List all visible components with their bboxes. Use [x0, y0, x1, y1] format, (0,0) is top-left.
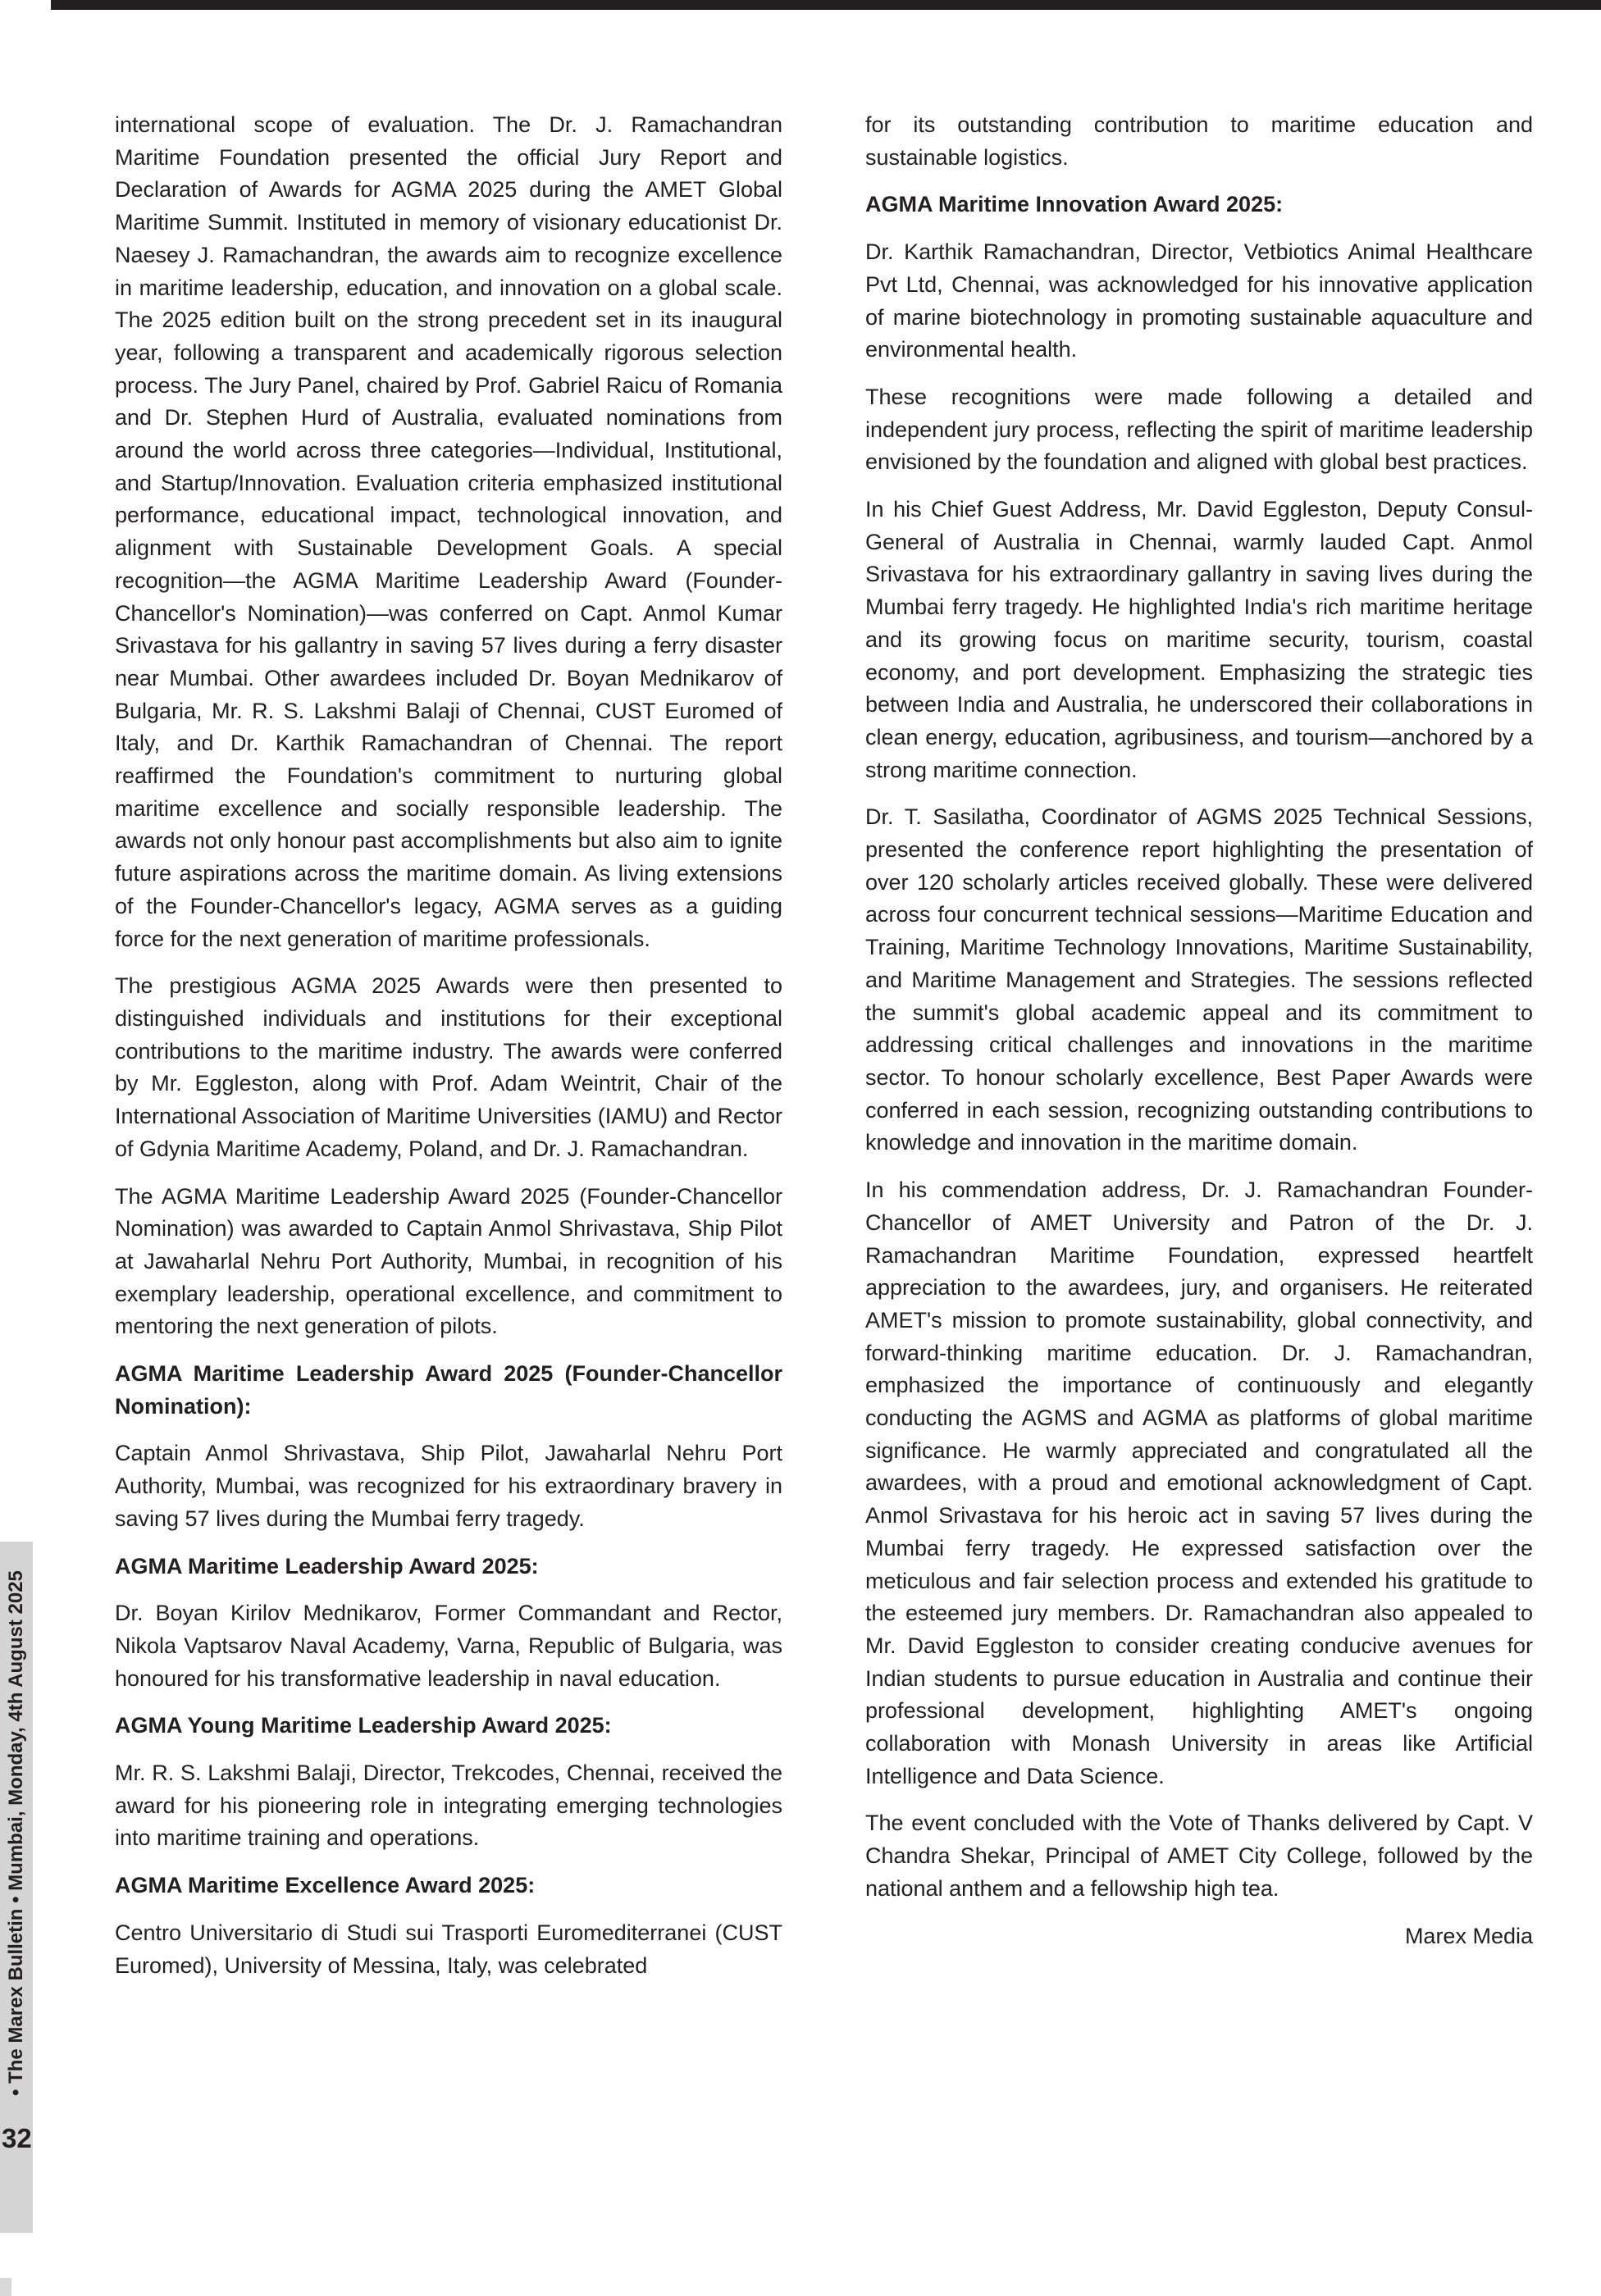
paragraph: international scope of evaluation. The Dr. J. Ramachandran Maritime Foundation presented the official Jury Report and Declaration of Awards for AGMA 2025 during the AMET Global Maritime Summit. Instituted in memory of visionary educationist Dr. Naesey J. Ramachandran, the awards aim to recognize excellence in maritime leadership, education, and innovation on a global scale. The 2025 edition built on the strong precedent set in its inaugural year, following a transparent and academically rigorous selection process. The Jury Panel, chaired by Prof. Gabriel Raicu of Romania and Dr. Stephen Hurd of Australia, evaluated nominations from around the world across three categories—Individual, Institutional, and Startup/Innovation. Evaluation criteria emphasized institutional performance, educational impact, technological innovation, and alignment with Sustainable Development Goals. A special recognition—the AGMA Maritime Leadership Award (Founder-Chancellor's Nomination)—was conferred on Capt. Anmol Kumar Srivastava for his gallantry in saving 57 lives during a ferry disaster near Mumbai. Other awardees included Dr. Boyan Mednikarov of Bulgaria, Mr. R. S. Lakshmi Balaji of Chennai, CUST Euromed of Italy, and Dr. Karthik Ramachandran of Chennai. The report reaffirmed the Foundation's commitment to nurturing global maritime excellence and socially responsible leadership. The awards not only honour past accomplishments but also aim to ignite future aspirations across the maritime domain. As living extensions of the Founder-Chancellor's legacy, AGMA serves as a guiding force for the next generation of maritime professionals. [115, 112, 782, 951]
top-rule [51, 0, 1601, 10]
paragraph: Centro Universitario di Studi sui Trasporti Euromediterranei (CUST Euromed), University of Messina, Italy, was celebrated [115, 1920, 782, 1978]
award-heading: AGMA Maritime Excellence Award 2025: [115, 1873, 536, 1898]
paragraph: The event concluded with the Vote of Thanks delivered by Capt. V Chandra Shekar, Principal of AMET City College, followed by the national anthem and a fellowship high tea. [865, 1811, 1533, 1901]
paragraph: In his commendation address, Dr. J. Ramachandran Founder-Chancellor of AMET University and Patron of the Dr. J. Ramachandran Maritime Foundation, expressed heartfelt appreciation to the awardees, jury, and organisers. He reiterated AMET's mission to promote sustainability, global connectivity, and forward-thinking maritime education. Dr. J. Ramachandran, emphasized the importance of continuously and elegantly conducting the AGMS and AGMA as platforms of global maritime significance. He warmly appreciated and congratulated all the awardees, with a proud and emotional acknowledgment of Capt. Anmol Srivastava for his heroic act in saving 57 lives during the Mumbai ferry tragedy. He expressed satisfaction over the meticulous and fair selection process and extended his gratitude to the esteemed jury members. Dr. Ramachandran also appealed to Mr. David Eggleston to consider creating conducive avenues for Indian students to pursue education in Australia and continue their professional development, highlighting AMET's ongoing collaboration with Monash University in areas like Artificial Intelligence and Data Science. [865, 1178, 1533, 1788]
paragraph: Dr. Boyan Kirilov Mednikarov, Former Commandant and Rector, Nikola Vaptsarov Naval Academy, Varna, Republic of Bulgaria, was honoured for his transformative leadership in naval education. [115, 1601, 782, 1691]
corner-tab [0, 2278, 11, 2296]
article-column-left [115, 109, 782, 1997]
paragraph: for its outstanding contribution to maritime education and sustainable logistics. [865, 112, 1533, 170]
paragraph: The AGMA Maritime Leadership Award 2025 (Founder-Chancellor Nomination) was awarded to Captain Anmol Shrivastava, Ship Pilot at Jawaharlal Nehru Port Authority, Mumbai, in recognition of his exemplary leadership, operational excellence, and commitment to mentoring the next generation of pilots. [115, 1183, 782, 1339]
paragraph: Dr. T. Sasilatha, Coordinator of AGMS 2025 Technical Sessions, presented the conference report highlighting the presentation of over 120 scholarly articles received globally. These were delivered across four concurrent technical sessions—Maritime Education and Training, Maritime Technology Innovations, Maritime Sustainability, and Maritime Management and Strategies. The sessions reflected the summit's global academic appeal and its commitment to addressing critical challenges and innovations in the maritime sector. To honour scholarly excellence, Best Paper Awards were conferred in each session, recognizing outstanding contributions to knowledge and innovation in the maritime domain. [865, 804, 1533, 1155]
page-number: 32 [2, 2123, 32, 2153]
paragraph: Captain Anmol Shrivastava, Ship Pilot, Jawaharlal Nehru Port Authority, Mumbai, was recognized for his extraordinary bravery in saving 57 lives during the Mumbai ferry tragedy. [115, 1441, 782, 1531]
paragraph: The prestigious AGMA 2025 Awards were then presented to distinguished individuals and institutions for their exceptional contributions to the maritime industry. The awards were conferred by Mr. Eggleston, along with Prof. Adam Weintrit, Chair of the International Association of Maritime Universities (IAMU) and Rector of Gdynia Maritime Academy, Poland, and Dr. J. Ramachandran. [115, 973, 782, 1161]
award-heading: AGMA Young Maritime Leadership Award 2025: [115, 1713, 612, 1738]
article-column-right [865, 109, 1533, 1952]
award-heading: AGMA Maritime Innovation Award 2025: [865, 192, 1284, 217]
award-heading: AGMA Maritime Leadership Award 2025 (Founder-Chancellor Nomination): [115, 1361, 782, 1419]
paragraph: Dr. Karthik Ramachandran, Director, Vetbiotics Animal Healthcare Pvt Ltd, Chennai, was acknowledged for his innovative application of marine biotechnology in promoting sustainable aquaculture and environmental health. [865, 239, 1533, 362]
paragraph: Mr. R. S. Lakshmi Balaji, Director, Trekcodes, Chennai, received the award for his pioneering role in integrating emerging technologies into maritime training and operations. [115, 1761, 782, 1851]
paragraph: These recognitions were made following a detailed and independent jury process, reflecting the spirit of maritime leadership envisioned by the foundation and aligned with global best practices. [865, 384, 1533, 475]
byline-signature: Marex Media [1404, 1923, 1533, 1948]
paragraph: In his Chief Guest Address, Mr. David Eggleston, Deputy Consul-General of Australia in Chennai, warmly lauded Capt. Anmol Srivastava for his extraordinary gallantry in saving lives during the Mumbai ferry tragedy. He highlighted India's rich maritime heritage and its growing focus on maritime security, tourism, coastal economy, and port development. Emphasizing the strategic ties between India and Australia, he underscored their collaborations in clean energy, education, agribusiness, and tourism—anchored by a strong maritime connection. [865, 497, 1533, 782]
award-heading: AGMA Maritime Leadership Award 2025: [115, 1553, 539, 1578]
running-footer [0, 2083, 574, 2116]
